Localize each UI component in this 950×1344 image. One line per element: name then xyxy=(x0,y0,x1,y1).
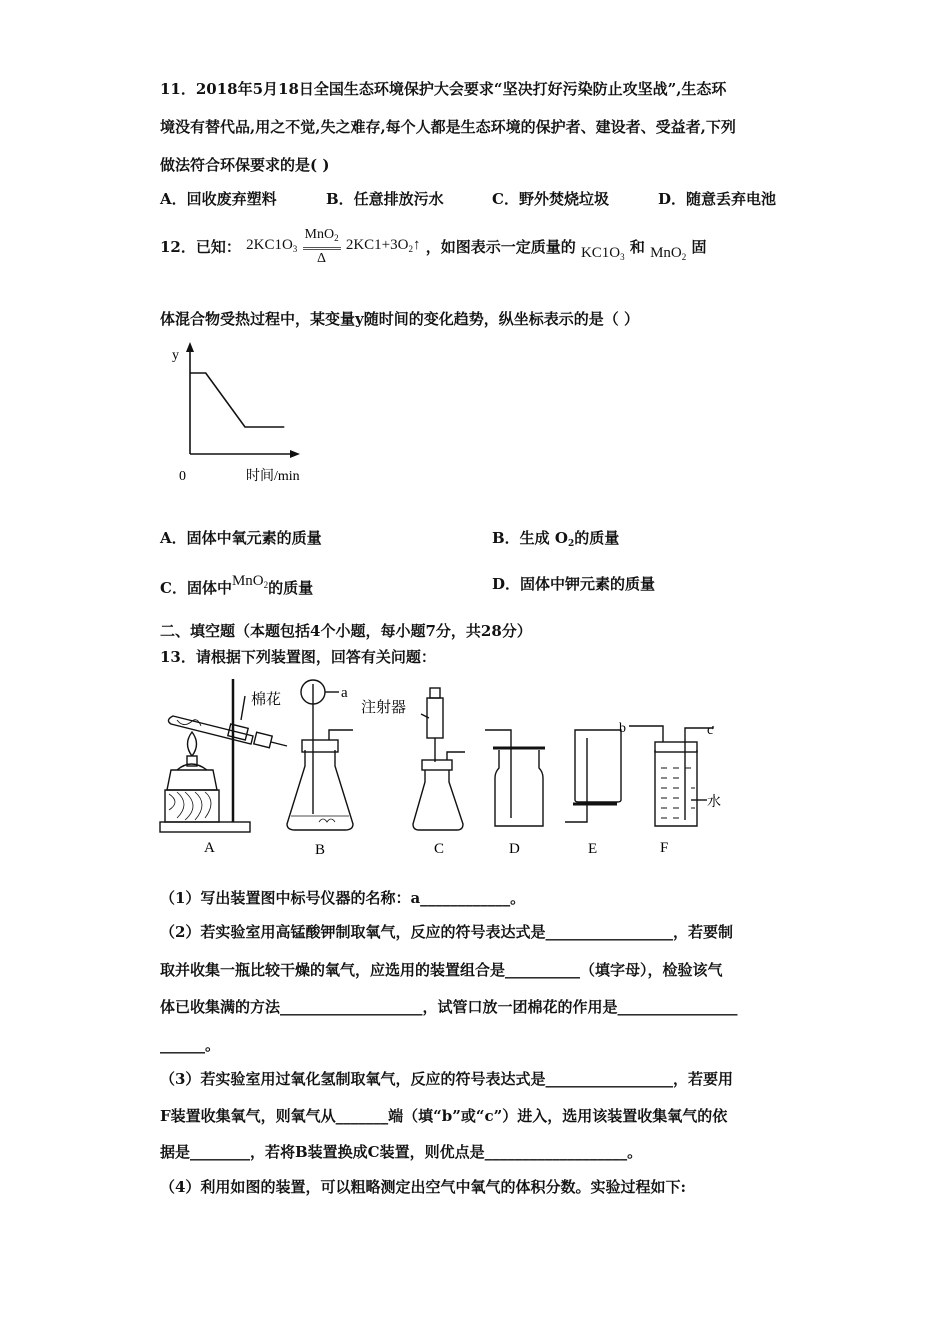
label-a: a xyxy=(341,685,348,701)
q12-option-b[interactable]: B．生成 $O_2$的质量 xyxy=(492,529,620,549)
q13-part-4: （4）利用如图的装置，可以粗略测定出空气中氧气的体积分数。实验过程如下: xyxy=(160,1178,686,1196)
q13-part-2-line-2: 取并收集一瓶比较干燥的氧气，应选用的装置组合是__________（填字母），检验该气 xyxy=(160,961,723,979)
delivery-tube-b xyxy=(329,730,353,740)
q13-part-2-line-4: ______。 xyxy=(160,1036,221,1054)
syringe-pointer xyxy=(421,714,429,718)
test-tube xyxy=(168,716,253,744)
syringe-plunger xyxy=(430,688,440,698)
x-axis-label: 时间/min xyxy=(246,469,300,484)
origin-label: 0 xyxy=(179,469,186,484)
q13-part-2-line-3: 体已收集满的方法___________________，试管口放一团棉花的作用是________________ xyxy=(160,998,738,1016)
q12-suffix: 固 xyxy=(691,238,707,256)
q11-option-c[interactable]: C．野外焚烧垃圾 xyxy=(492,190,609,208)
label-B: B xyxy=(315,842,326,858)
stopper-f xyxy=(655,742,697,752)
label-c: c xyxy=(707,723,714,738)
flame-icon xyxy=(188,732,197,756)
syringe-label: 注射器 xyxy=(361,698,407,716)
q12-option-c-formula: MnO$_2$ xyxy=(231,573,269,590)
section-2-heading: 二、填空题（本题包括4个小题，每小题7分，共28分） xyxy=(160,622,532,640)
y-axis-label: y xyxy=(172,348,179,363)
q12-heat: Δ xyxy=(317,251,327,266)
iron-stand-base xyxy=(160,822,250,832)
water-f xyxy=(661,768,695,818)
q12-line-1 xyxy=(160,226,707,268)
q12-option-d[interactable]: D．固体中钾元素的质量 xyxy=(492,575,656,593)
conical-flask-b xyxy=(287,750,353,830)
q12-option-a[interactable]: A．固体中氧元素的质量 xyxy=(160,529,322,547)
syringe-barrel xyxy=(427,698,443,738)
lamp-shoulder xyxy=(177,764,207,770)
q13-part-2-line-1: （2）若实验室用高锰酸钾制取氧气，反应的符号表达式是_________________，若要制 xyxy=(160,923,733,941)
stopper-b xyxy=(302,740,338,752)
apparatus-b xyxy=(287,680,353,830)
q13-part-3-line-1: （3）若实验室用过氧化氢制取氧气，反应的符号表达式是_________________，若要用 xyxy=(160,1070,733,1088)
label-A: A xyxy=(204,840,215,856)
q12-mid-text: ，如图表示一定质量的 xyxy=(425,238,576,256)
q13-intro: 13．请根据下列装置图，回答有关问题： xyxy=(160,648,436,666)
q12-option-c[interactable]: C．固体中MnO$_2$的质量 xyxy=(160,573,314,597)
solid-b xyxy=(319,819,335,822)
gas-bottle-e xyxy=(575,730,621,802)
q11-line-3: 做法符合环保要求的是( ) xyxy=(160,156,330,174)
label-b: b xyxy=(619,721,626,736)
x-axis-arrow xyxy=(290,450,300,458)
gas-bottle-d xyxy=(495,750,543,826)
wood-grain xyxy=(169,792,211,820)
q12-prefix: 12．已知： xyxy=(160,238,241,256)
q12-graph xyxy=(160,336,330,492)
label-D: D xyxy=(509,841,520,857)
apparatus-f xyxy=(629,726,713,826)
apparatus-e xyxy=(565,730,621,822)
data-line xyxy=(190,373,284,427)
q13-part-3-line-3: 据是________，若将B装置换成C装置，则优点是___________________。 xyxy=(160,1143,643,1161)
stopper-a xyxy=(254,732,272,748)
q12-and: 和 xyxy=(629,238,645,256)
stopper-c xyxy=(422,760,452,770)
apparatus-d xyxy=(485,730,545,826)
q13-part-3-line-2: F装置收集氧气，则氧气从_______端（填“b”或“c”）进入，选用该装置收集氧气的依 xyxy=(160,1107,728,1125)
q11-option-a[interactable]: A．回收废弃塑料 xyxy=(160,190,277,208)
label-F: F xyxy=(660,840,669,856)
delivery-tube-c xyxy=(447,752,465,760)
cotton-label: 棉花 xyxy=(251,690,282,708)
q12-reactant: $2KC1O_3$ xyxy=(246,237,298,254)
q11-option-b[interactable]: B．任意排放污水 xyxy=(326,190,444,208)
delivery-tube-d xyxy=(485,730,511,818)
q13-apparatus-figure xyxy=(155,674,735,864)
q12-line-2: 体混合物受热过程中，某变量y随时间的变化趋势，纵坐标表示的是（ ） xyxy=(160,310,639,328)
alcohol-lamp xyxy=(167,770,217,790)
label-C: C xyxy=(434,841,445,857)
apparatus-c xyxy=(413,688,465,830)
cotton-pointer xyxy=(241,696,245,720)
water-label: 水 xyxy=(707,794,721,810)
q11-option-d[interactable]: D．随意丢弃电池 xyxy=(658,190,777,208)
delivery-tube-a xyxy=(271,742,287,746)
q11-line-2: 境没有替代品,用之不觉,失之难存,每个人都是生态环境的保护者、建设者、受益者,下列 xyxy=(160,118,736,136)
tube-b xyxy=(629,726,663,742)
conical-flask-c xyxy=(413,770,463,830)
delivery-tube-e xyxy=(565,738,587,822)
q12-catalyst: MnO xyxy=(304,227,335,242)
y-axis-arrow xyxy=(186,342,194,352)
q12-product: $2KC1+3O_2↑$ xyxy=(345,237,421,254)
label-E: E xyxy=(588,841,598,857)
q12-condition: $\frac{MnO_2}{\Delta}$ xyxy=(304,227,339,266)
q11-line-1: 11．2018年5月18日全国生态环境保护大会要求“坚决打好污染防止攻坚战”,生态环 xyxy=(160,80,727,98)
q12-kclo3: $KC1O_3$ xyxy=(580,245,625,262)
q13-part-1: （1）写出装置图中标号仪器的名称：a____________。 xyxy=(160,889,526,907)
q12-mno2: MnO$_2$ xyxy=(650,245,687,262)
